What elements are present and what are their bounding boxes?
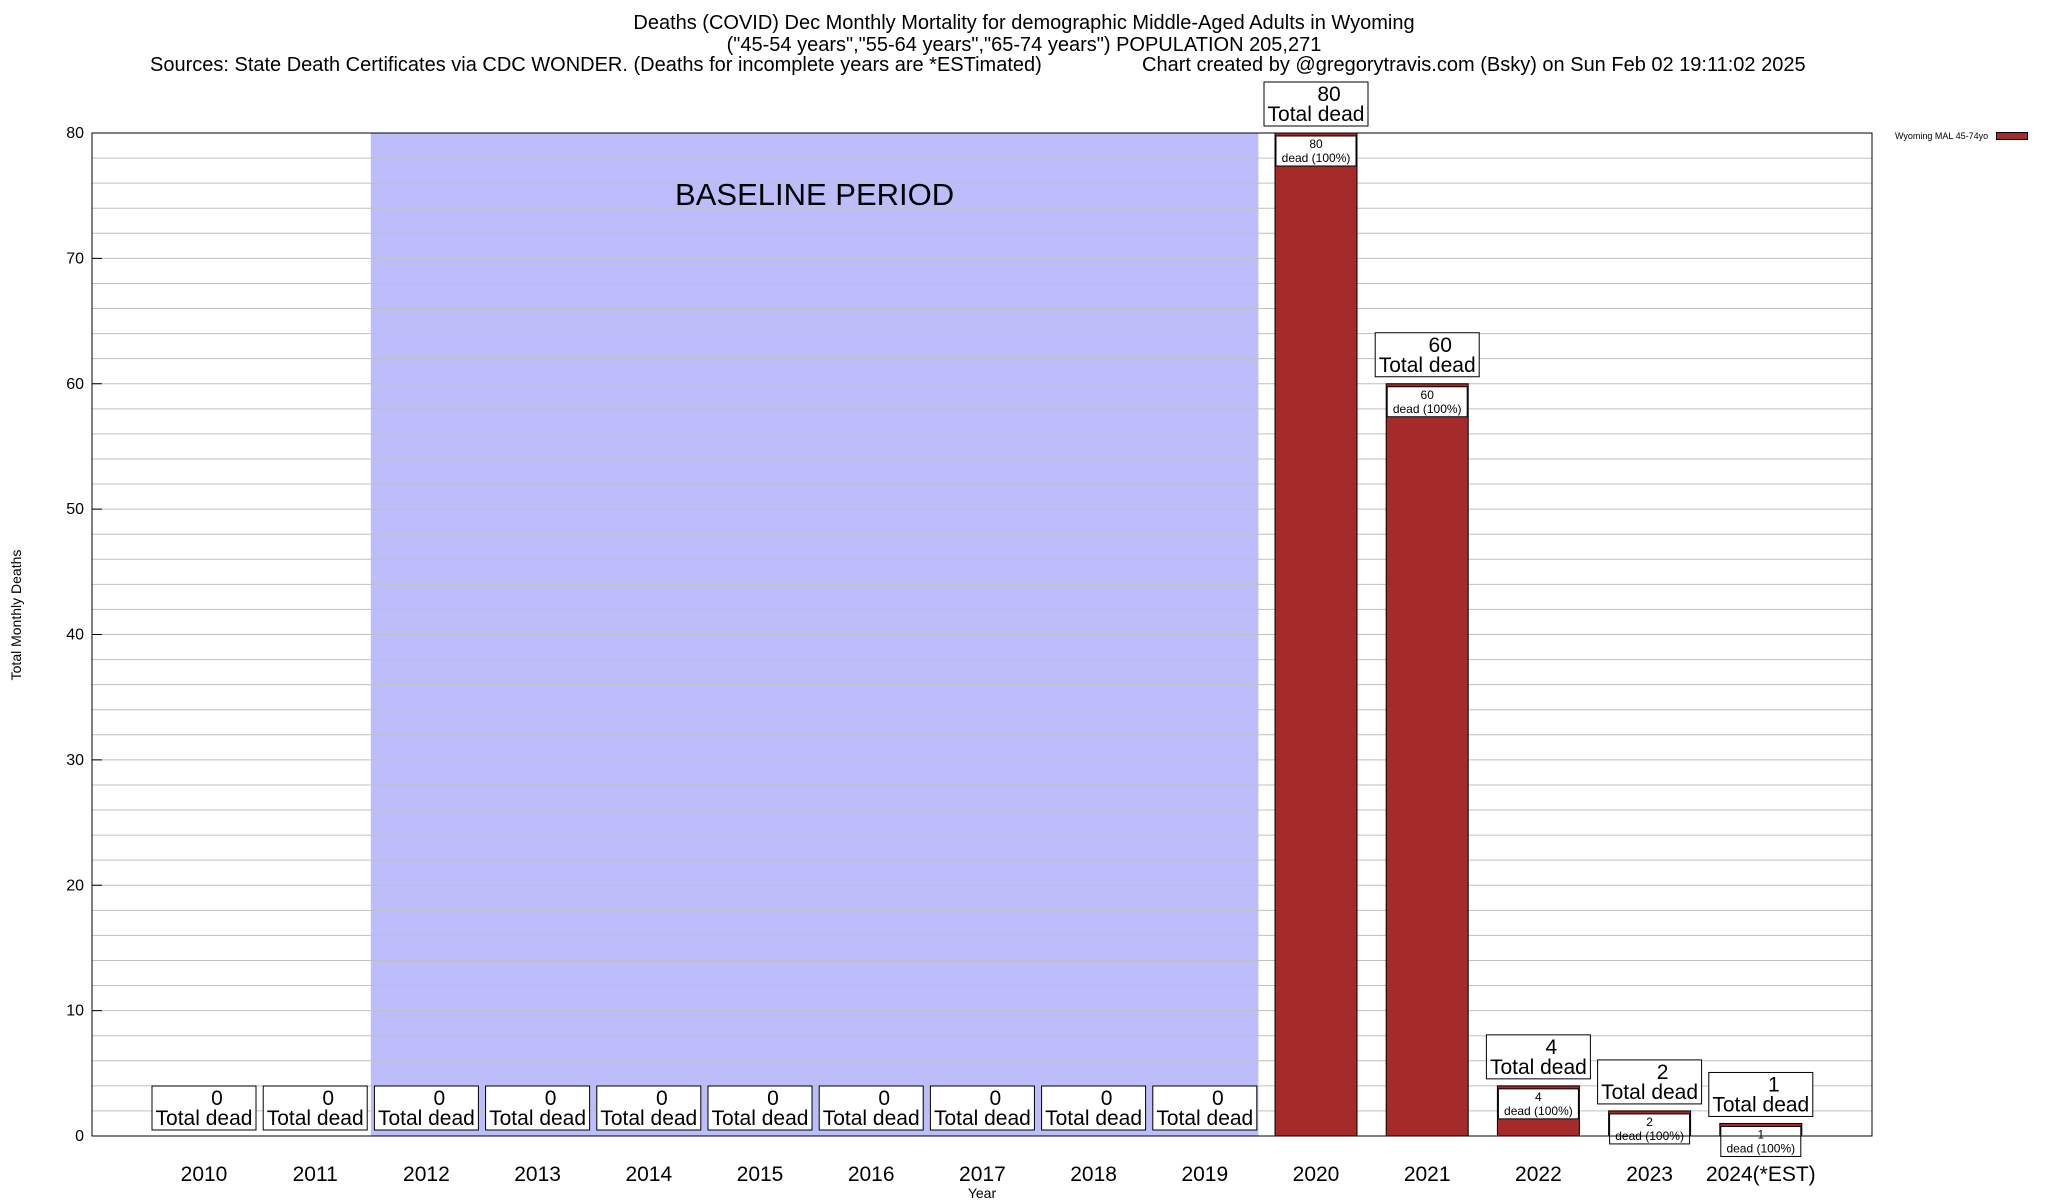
total-label-text: Total dead — [1045, 1107, 1143, 1130]
inner-label-value: 80 — [1309, 137, 1323, 151]
inner-label-text: dead (100%) — [1392, 401, 1462, 416]
total-label-value: 60 — [1428, 333, 1452, 357]
total-label-value: 4 — [1545, 1035, 1558, 1059]
inner-label-value: 2 — [1646, 1114, 1653, 1129]
x-tick-label: 2023 — [1626, 1163, 1673, 1186]
x-tick-label: 2014 — [625, 1163, 673, 1186]
inner-label-text: dead (100%) — [1615, 1128, 1684, 1143]
total-label-value: 0 — [878, 1087, 891, 1110]
x-tick-label: 2024(*EST) — [1705, 1163, 1816, 1186]
total-label-value: 0 — [544, 1087, 557, 1110]
x-tick-label: 2022 — [1515, 1163, 1562, 1186]
inner-label-value: 1 — [1757, 1127, 1765, 1142]
legend-swatch — [1996, 132, 2028, 140]
legend — [1895, 130, 2028, 142]
x-tick-label: 2018 — [1070, 1163, 1117, 1186]
y-tick-label: 0 — [75, 1128, 84, 1145]
x-tick-label: 2016 — [847, 1163, 895, 1186]
total-label-text: Total dead — [711, 1107, 809, 1130]
x-tick-label: 2021 — [1403, 1163, 1451, 1186]
total-label-value: 0 — [1211, 1087, 1224, 1110]
x-tick-label: 2011 — [292, 1163, 338, 1186]
total-label-text: Total dead — [1156, 1107, 1254, 1130]
x-tick-label: 2017 — [959, 1163, 1006, 1186]
total-label-text: Total dead — [600, 1107, 698, 1130]
y-tick-label: 40 — [66, 626, 84, 644]
total-label-value: 1 — [1767, 1073, 1780, 1097]
x-tick-label: 2013 — [514, 1163, 561, 1186]
y-tick-label: 80 — [66, 125, 84, 142]
inner-label-value: 60 — [1420, 387, 1434, 402]
total-label-value: 0 — [989, 1087, 1002, 1110]
inner-label-text: dead (100%) — [1281, 151, 1351, 165]
total-label-text: Total dead — [1267, 103, 1365, 126]
total-label-value: 0 — [767, 1087, 779, 1110]
total-label-text: Total dead — [266, 1107, 364, 1130]
x-tick-label: 2019 — [1181, 1163, 1229, 1186]
inner-label-text: dead (100%) — [1504, 1103, 1573, 1118]
total-label-value: 80 — [1317, 83, 1341, 106]
x-axis-title: Year — [967, 1185, 997, 1200]
inner-label-value: 4 — [1535, 1089, 1542, 1104]
chart-sources: Sources: State Death Certificates via CDC WONDER. (Deaths for incomplete years are *ESTimated) — [150, 54, 1042, 76]
total-label-value: 0 — [655, 1087, 668, 1110]
total-label-text: Total dead — [1489, 1055, 1587, 1079]
chart-title: Deaths (COVID) Dec Monthly Mortality for demographic Middle-Aged Adults in Wyoming — [633, 12, 1415, 34]
y-tick-label: 30 — [66, 751, 84, 769]
chart-subtitle: ("45-54 years","55-64 years","65-74 years") POPULATION 205,271 — [726, 34, 1322, 56]
legend-label: Wyoming MAL 45-74yo — [1895, 131, 1989, 141]
y-axis-title: Total Monthly Deaths — [8, 549, 24, 681]
total-label-text: Total dead — [822, 1107, 920, 1130]
total-label-value: 0 — [1100, 1087, 1113, 1110]
bar — [1275, 133, 1357, 1136]
chart-credit: Chart created by @gregorytravis.com (Bsky) on Sun Feb 02 19:11:02 2025 — [1142, 54, 1806, 76]
x-tick-label: 2020 — [1292, 1163, 1340, 1186]
total-label-text: Total dead — [377, 1107, 475, 1130]
total-label-value: 0 — [322, 1087, 335, 1110]
baseline-label: BASELINE PERIOD — [675, 177, 955, 212]
total-label-text: Total dead — [155, 1107, 253, 1130]
x-tick-label: 2010 — [180, 1163, 228, 1186]
total-label-value: 2 — [1656, 1060, 1669, 1084]
total-label-text: Total dead — [1378, 353, 1476, 377]
bar — [1386, 384, 1468, 1136]
total-label-text: Total dead — [1601, 1080, 1699, 1104]
x-tick-label: 2012 — [403, 1163, 450, 1186]
y-tick-label: 60 — [66, 375, 84, 393]
y-tick-label: 50 — [66, 501, 84, 519]
x-tick-label: 2015 — [736, 1163, 784, 1186]
y-tick-label: 10 — [66, 1002, 84, 1020]
total-label-value: 0 — [211, 1087, 223, 1110]
total-label-text: Total dead — [1712, 1093, 1810, 1117]
total-label-text: Total dead — [933, 1107, 1031, 1130]
total-label-text: Total dead — [489, 1107, 587, 1130]
grid-layer — [92, 133, 1872, 1136]
total-label-value: 0 — [433, 1087, 446, 1110]
y-tick-label: 20 — [66, 877, 84, 895]
inner-label-text: dead (100%) — [1726, 1141, 1796, 1156]
y-tick-label: 70 — [66, 250, 84, 268]
